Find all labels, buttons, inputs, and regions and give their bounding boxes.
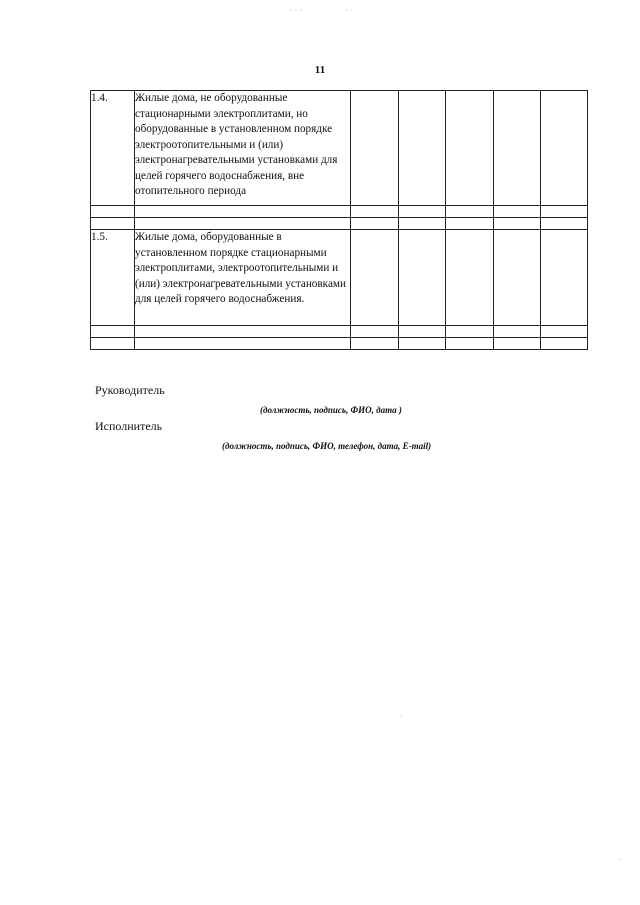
row-description: Жилые дома, оборудованные в установленном порядке стационарными электроплитами, электроотопительными и (или) электронагревательными установками для целей горячего водоснабжения. [135, 230, 351, 326]
table-cell [399, 218, 446, 230]
table-cell [541, 218, 588, 230]
table-cell [351, 91, 399, 206]
table-cell [135, 326, 351, 338]
table-cell [541, 91, 588, 206]
table-cell [135, 206, 351, 218]
table-cell [399, 338, 446, 350]
table-cell [494, 218, 541, 230]
table-row [91, 326, 588, 338]
table-cell [399, 91, 446, 206]
report-table [90, 90, 588, 350]
head-signature-label: Руководитель [95, 383, 165, 397]
table-cell [446, 326, 494, 338]
table-cell [494, 206, 541, 218]
table-row [91, 338, 588, 350]
table-cell [399, 326, 446, 338]
table-cell [91, 206, 135, 218]
table-cell [541, 338, 588, 350]
table-cell [446, 91, 494, 206]
table-cell [135, 338, 351, 350]
table-cell [541, 206, 588, 218]
scan-artifact: · [400, 712, 403, 721]
table-cell [135, 218, 351, 230]
table-row [91, 91, 588, 206]
executor-signature-caption: (должность, подпись, ФИО, телефон, дата, E-mail) [222, 441, 432, 451]
executor-signature-label: Исполнитель [95, 419, 163, 433]
table-cell [351, 206, 399, 218]
table-cell [446, 338, 494, 350]
row-number: 1.4. [91, 91, 135, 206]
table-cell [494, 91, 541, 206]
table-cell [446, 206, 494, 218]
table-cell [351, 230, 399, 326]
table-cell [91, 338, 135, 350]
row-number: 1.5. [91, 230, 135, 326]
table-cell [446, 230, 494, 326]
table-cell [351, 338, 399, 350]
table-row [91, 206, 588, 218]
scan-artifact: · [618, 855, 621, 864]
table-cell [494, 326, 541, 338]
table-cell [494, 338, 541, 350]
table-cell [91, 326, 135, 338]
table-cell [399, 230, 446, 326]
table-cell [91, 218, 135, 230]
table-row [91, 218, 588, 230]
table-cell [351, 218, 399, 230]
table-cell [399, 206, 446, 218]
table-cell [446, 218, 494, 230]
table-cell [351, 326, 399, 338]
head-signature-caption: (должность, подпись, ФИО, дата ) [260, 405, 402, 415]
scan-artifact: · · · [290, 6, 302, 15]
table-cell [541, 326, 588, 338]
scan-artifact: · · [345, 6, 353, 15]
table-row [91, 230, 588, 326]
table-cell [494, 230, 541, 326]
row-description: Жилые дома, не оборудованные стационарными электроплитами, но оборудованные в установленном порядке электроотопительными и (или) электронагревательными установками для целей горячего водоснабжения, вне отопительного периода [135, 91, 351, 206]
page-number: 11 [314, 64, 326, 76]
table-cell [541, 230, 588, 326]
